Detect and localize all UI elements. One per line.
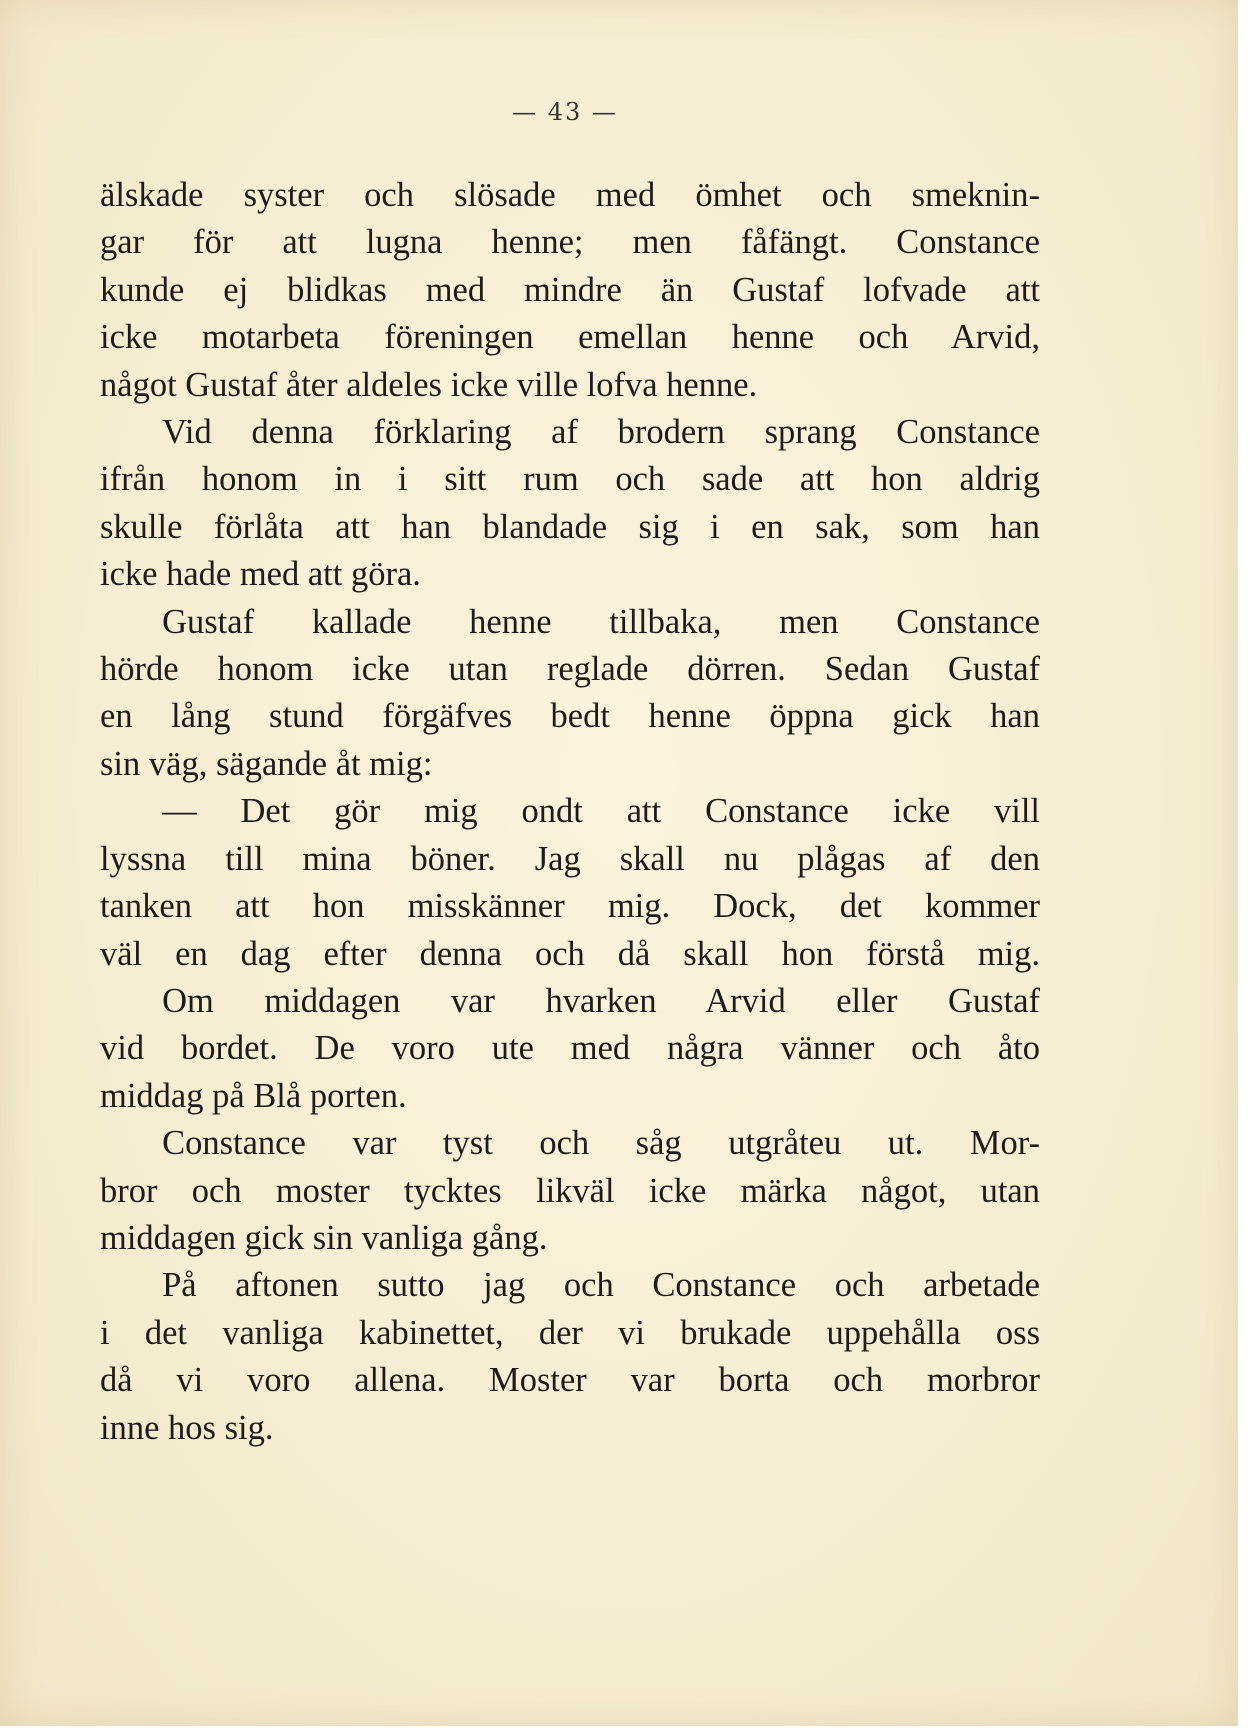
text-line: älskade syster och slösade med ömhet och smeknin- <box>100 176 1040 214</box>
paragraph-5 <box>100 978 1040 1120</box>
text-line: tanken att hon misskänner mig. Dock, det kommer <box>100 887 1040 926</box>
text-line: icke hade med att göra. <box>100 555 421 594</box>
text-line: kunde ej blidkas med mindre än Gustaf lofvade att <box>100 270 1040 309</box>
text-line: vid bordet. De voro ute med några vänner och åto <box>100 1029 1040 1068</box>
paragraph-6 <box>100 1120 1040 1262</box>
page-edge <box>1238 0 1248 1732</box>
text-line: i det vanliga kabinettet, der vi brukade uppehålla oss <box>100 1313 1040 1352</box>
text-line: icke motarbeta föreningen emellan henne och Arvid, <box>100 318 1040 357</box>
text-line: Constance var tyst och såg utgråteu ut. Mor- <box>162 1124 1040 1163</box>
text-line: då vi voro allena. Moster var borta och morbror <box>100 1361 1040 1400</box>
text-line: gar för att lugna henne; men fåfängt. Constance <box>100 223 1040 262</box>
text-line: Om middagen var hvarken Arvid eller Gustaf <box>162 981 1040 1020</box>
text-line: skulle förlåta att han blandade sig i en sak, som han <box>100 507 1040 546</box>
text-line: sin väg, sägande åt mig: <box>100 744 433 783</box>
text-line: väl en dag efter denna och då skall hon förstå mig. <box>100 934 1040 973</box>
text-line: hörde honom icke utan reglade dörren. Sedan Gustaf <box>100 650 1040 689</box>
text-line: På aftonen sutto jag och Constance och arbetade <box>162 1266 1040 1305</box>
text-line: en lång stund förgäfves bedt henne öppna gick han <box>100 697 1040 736</box>
paragraph-2 <box>100 409 1040 599</box>
text-line: lyssna till mina böner. Jag skall nu plågas af den <box>100 839 1040 878</box>
text-line: ifrån honom in i sitt rum och sade att hon aldrig <box>100 460 1040 499</box>
text-line: inne hos sig. <box>100 1408 274 1447</box>
text-line: middagen gick sin vanliga gång. <box>100 1218 548 1257</box>
text-line: middag på Blå porten. <box>100 1076 407 1115</box>
paragraph-7 <box>100 1262 1040 1452</box>
paragraph-4 <box>100 788 1040 978</box>
text-line: bror och moster tycktes likväl icke märka något, utan <box>100 1171 1040 1210</box>
body-text <box>100 172 1040 1452</box>
paragraph-3 <box>100 599 1040 789</box>
paragraph-1 <box>100 172 1040 409</box>
text-line: — Det gör mig ondt att Constance icke vill <box>162 792 1040 831</box>
text-line: något Gustaf åter aldeles icke ville lofva henne. <box>100 365 758 404</box>
text-line: Vid denna förklaring af brodern sprang Constance <box>162 413 1040 452</box>
text-line: Gustaf kallade henne tillbaka, men Constance <box>162 602 1040 641</box>
page-number: — 43 — <box>512 98 618 126</box>
